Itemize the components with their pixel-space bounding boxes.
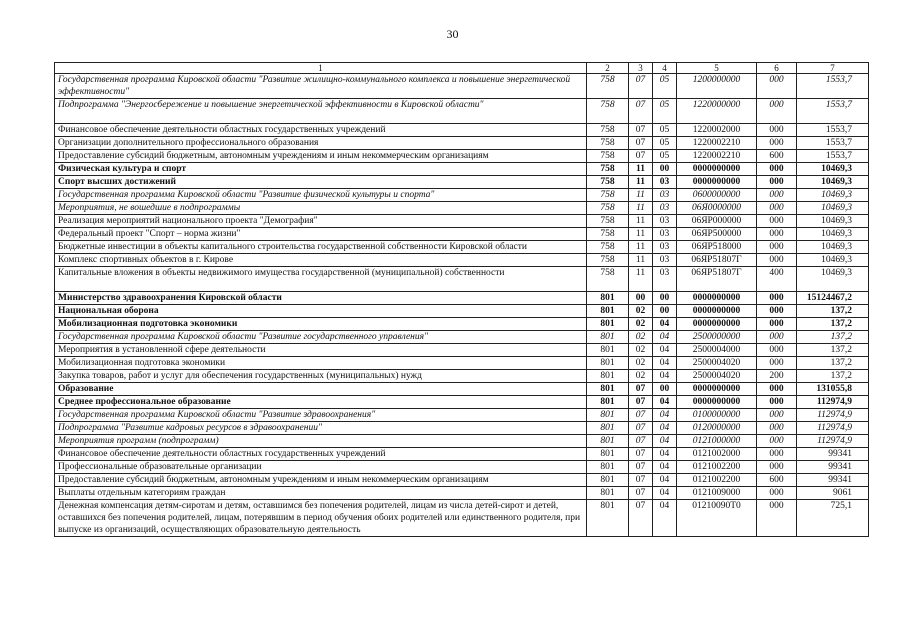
row-expense-type-cell: 000: [757, 305, 797, 318]
row-name-cell: Национальная оборона: [55, 305, 587, 318]
table-row: [55, 331, 869, 344]
row-name-cell: Государственная программа Кировской области "Развитие жилищно-коммунального комплекса и повышение энергетической эффективности": [55, 74, 587, 99]
row-target-cell: 2500004020: [677, 357, 757, 370]
row-section-cell: 07: [629, 396, 653, 409]
row-subsection-cell: 04: [653, 422, 677, 435]
table-row: [55, 474, 869, 487]
row-subsection-cell: 05: [653, 150, 677, 163]
row-subsection-cell: 03: [653, 254, 677, 267]
table-row: [55, 267, 869, 292]
row-amount-cell: 10469,3: [797, 267, 869, 292]
column-header: 7: [797, 63, 869, 74]
row-subsection-cell: 04: [653, 318, 677, 331]
row-expense-type-cell: 000: [757, 383, 797, 396]
row-target-cell: 0000000000: [677, 396, 757, 409]
row-target-cell: 0000000000: [677, 292, 757, 305]
row-section-cell: 11: [629, 163, 653, 176]
row-expense-type-cell: 000: [757, 422, 797, 435]
row-expense-type-cell: 000: [757, 241, 797, 254]
row-code-cell: 801: [587, 383, 629, 396]
row-target-cell: 1220002000: [677, 124, 757, 137]
row-section-cell: 07: [629, 99, 653, 124]
table-row: [55, 137, 869, 150]
row-section-cell: 00: [629, 292, 653, 305]
row-section-cell: 07: [629, 435, 653, 448]
table-row: [55, 370, 869, 383]
row-section-cell: 07: [629, 422, 653, 435]
row-name-cell: Организации дополнительного профессионального образования: [55, 137, 587, 150]
row-name-cell: Мобилизационная подготовка экономики: [55, 318, 587, 331]
row-target-cell: 0121002200: [677, 474, 757, 487]
row-code-cell: 758: [587, 228, 629, 241]
row-expense-type-cell: 600: [757, 474, 797, 487]
row-subsection-cell: 05: [653, 137, 677, 150]
budget-table: [54, 62, 869, 537]
row-name-cell: Капитальные вложения в объекты недвижимого имущества государственной (муниципальной) собственности: [55, 267, 587, 292]
row-amount-cell: 112974,9: [797, 396, 869, 409]
row-expense-type-cell: 000: [757, 163, 797, 176]
row-target-cell: 0000000000: [677, 305, 757, 318]
table-row: [55, 500, 869, 537]
row-subsection-cell: 03: [653, 202, 677, 215]
row-amount-cell: 10469,3: [797, 254, 869, 267]
row-amount-cell: 99341: [797, 474, 869, 487]
row-code-cell: 801: [587, 409, 629, 422]
row-subsection-cell: 03: [653, 228, 677, 241]
row-name-cell: Выплаты отдельным категориям граждан: [55, 487, 587, 500]
row-code-cell: 801: [587, 474, 629, 487]
row-target-cell: 2500004020: [677, 370, 757, 383]
row-amount-cell: 1553,7: [797, 150, 869, 163]
row-amount-cell: 1553,7: [797, 124, 869, 137]
row-code-cell: 801: [587, 344, 629, 357]
row-name-cell: Предоставление субсидий бюджетным, автономным учреждениям и иным некоммерческим организациям: [55, 474, 587, 487]
column-header: 3: [629, 63, 653, 74]
row-subsection-cell: 04: [653, 474, 677, 487]
row-name-cell: Финансовое обеспечение деятельности областных государственных учреждений: [55, 448, 587, 461]
row-code-cell: 758: [587, 189, 629, 202]
row-name-cell: Комплекс спортивных объектов в г. Кирове: [55, 254, 587, 267]
row-name-cell: Мобилизационная подготовка экономики: [55, 357, 587, 370]
row-target-cell: 06ЯР51807Г: [677, 254, 757, 267]
table-row: [55, 318, 869, 331]
row-section-cell: 07: [629, 124, 653, 137]
row-subsection-cell: 00: [653, 163, 677, 176]
row-amount-cell: 1553,7: [797, 74, 869, 99]
row-subsection-cell: 04: [653, 448, 677, 461]
table-row: [55, 215, 869, 228]
row-expense-type-cell: 000: [757, 409, 797, 422]
row-subsection-cell: 04: [653, 461, 677, 474]
row-amount-cell: 112974,9: [797, 435, 869, 448]
row-target-cell: 0120000000: [677, 422, 757, 435]
column-header: 6: [757, 63, 797, 74]
row-amount-cell: 9061: [797, 487, 869, 500]
row-target-cell: 1220002210: [677, 150, 757, 163]
row-amount-cell: 112974,9: [797, 409, 869, 422]
row-name-cell: Государственная программа Кировской области "Развитие физической культуры и спорта": [55, 189, 587, 202]
row-section-cell: 07: [629, 137, 653, 150]
row-expense-type-cell: 000: [757, 357, 797, 370]
row-expense-type-cell: 000: [757, 435, 797, 448]
row-expense-type-cell: 000: [757, 292, 797, 305]
row-section-cell: 07: [629, 500, 653, 537]
row-code-cell: 758: [587, 99, 629, 124]
row-section-cell: 02: [629, 331, 653, 344]
row-expense-type-cell: 000: [757, 331, 797, 344]
row-name-cell: Спорт высших достижений: [55, 176, 587, 189]
row-target-cell: 0000000000: [677, 176, 757, 189]
row-section-cell: 11: [629, 241, 653, 254]
row-section-cell: 11: [629, 254, 653, 267]
row-section-cell: 11: [629, 202, 653, 215]
row-name-cell: Предоставление субсидий бюджетным, автономным учреждениям и иным некоммерческим организациям: [55, 150, 587, 163]
row-name-cell: Реализация мероприятий национального проекта "Демография": [55, 215, 587, 228]
row-subsection-cell: 04: [653, 487, 677, 500]
row-section-cell: 02: [629, 370, 653, 383]
row-subsection-cell: 04: [653, 435, 677, 448]
row-expense-type-cell: 000: [757, 448, 797, 461]
row-code-cell: 801: [587, 292, 629, 305]
row-subsection-cell: 03: [653, 189, 677, 202]
row-name-cell: Государственная программа Кировской области "Развитие государственного управления": [55, 331, 587, 344]
column-header: 4: [653, 63, 677, 74]
row-section-cell: 11: [629, 267, 653, 292]
row-expense-type-cell: 000: [757, 215, 797, 228]
row-expense-type-cell: 000: [757, 74, 797, 99]
row-name-cell: Мероприятия, не вошедшие в подпрограммы: [55, 202, 587, 215]
table-row: [55, 202, 869, 215]
row-subsection-cell: 03: [653, 215, 677, 228]
row-expense-type-cell: 000: [757, 344, 797, 357]
row-section-cell: 02: [629, 305, 653, 318]
row-expense-type-cell: 000: [757, 254, 797, 267]
row-target-cell: 1220002210: [677, 137, 757, 150]
row-target-cell: 0000000000: [677, 318, 757, 331]
row-code-cell: 758: [587, 163, 629, 176]
row-expense-type-cell: 000: [757, 396, 797, 409]
row-code-cell: 758: [587, 241, 629, 254]
row-section-cell: 11: [629, 189, 653, 202]
row-subsection-cell: 00: [653, 305, 677, 318]
row-code-cell: 758: [587, 215, 629, 228]
row-expense-type-cell: 000: [757, 487, 797, 500]
row-amount-cell: 10469,3: [797, 215, 869, 228]
row-code-cell: 801: [587, 500, 629, 537]
row-expense-type-cell: 200: [757, 370, 797, 383]
row-code-cell: 801: [587, 461, 629, 474]
table-row: [55, 461, 869, 474]
row-section-cell: 07: [629, 409, 653, 422]
row-subsection-cell: 05: [653, 124, 677, 137]
table-row: [55, 448, 869, 461]
row-target-cell: 2500004000: [677, 344, 757, 357]
row-expense-type-cell: 400: [757, 267, 797, 292]
row-code-cell: 801: [587, 370, 629, 383]
row-subsection-cell: 00: [653, 383, 677, 396]
row-section-cell: 11: [629, 176, 653, 189]
row-name-cell: Физическая культура и спорт: [55, 163, 587, 176]
table-row: [55, 163, 869, 176]
row-amount-cell: 15124467,2: [797, 292, 869, 305]
row-expense-type-cell: 000: [757, 228, 797, 241]
table-row: [55, 176, 869, 189]
row-target-cell: 0121009000: [677, 487, 757, 500]
table-row: [55, 383, 869, 396]
row-subsection-cell: 04: [653, 409, 677, 422]
row-expense-type-cell: 000: [757, 318, 797, 331]
row-section-cell: 07: [629, 74, 653, 99]
row-section-cell: 11: [629, 215, 653, 228]
row-target-cell: 06ЯР500000: [677, 228, 757, 241]
row-code-cell: 801: [587, 422, 629, 435]
table-row: [55, 396, 869, 409]
row-name-cell: Государственная программа Кировской области "Развитие здравоохранения": [55, 409, 587, 422]
row-amount-cell: 137,2: [797, 318, 869, 331]
row-subsection-cell: 04: [653, 500, 677, 537]
row-amount-cell: 112974,9: [797, 422, 869, 435]
row-amount-cell: 1553,7: [797, 99, 869, 124]
row-section-cell: 02: [629, 357, 653, 370]
row-target-cell: 0100000000: [677, 409, 757, 422]
row-subsection-cell: 04: [653, 331, 677, 344]
table-row: [55, 74, 869, 99]
row-target-cell: 06Я0000000: [677, 202, 757, 215]
row-target-cell: 06ЯР000000: [677, 215, 757, 228]
row-amount-cell: 10469,3: [797, 241, 869, 254]
table-row: [55, 228, 869, 241]
table-row: [55, 254, 869, 267]
row-amount-cell: 137,2: [797, 370, 869, 383]
table-row: [55, 305, 869, 318]
row-code-cell: 801: [587, 305, 629, 318]
row-name-cell: Мероприятия программ (подпрограмм): [55, 435, 587, 448]
row-section-cell: 07: [629, 474, 653, 487]
row-expense-type-cell: 000: [757, 202, 797, 215]
row-name-cell: Финансовое обеспечение деятельности областных государственных учреждений: [55, 124, 587, 137]
row-code-cell: 801: [587, 396, 629, 409]
row-code-cell: 758: [587, 150, 629, 163]
row-target-cell: 0600000000: [677, 189, 757, 202]
row-code-cell: 801: [587, 357, 629, 370]
row-subsection-cell: 00: [653, 292, 677, 305]
row-name-cell: Федеральный проект "Спорт – норма жизни": [55, 228, 587, 241]
row-code-cell: 758: [587, 202, 629, 215]
row-section-cell: 07: [629, 461, 653, 474]
table-row: [55, 292, 869, 305]
row-name-cell: Образование: [55, 383, 587, 396]
row-subsection-cell: 04: [653, 370, 677, 383]
row-name-cell: Профессиональные образовательные организации: [55, 461, 587, 474]
row-amount-cell: 10469,3: [797, 189, 869, 202]
row-subsection-cell: 04: [653, 357, 677, 370]
row-code-cell: 801: [587, 318, 629, 331]
row-amount-cell: 10469,3: [797, 202, 869, 215]
row-section-cell: 11: [629, 228, 653, 241]
row-code-cell: 801: [587, 448, 629, 461]
row-expense-type-cell: 000: [757, 500, 797, 537]
row-subsection-cell: 04: [653, 344, 677, 357]
row-expense-type-cell: 000: [757, 461, 797, 474]
table-row: [55, 189, 869, 202]
row-target-cell: 06ЯР518000: [677, 241, 757, 254]
row-code-cell: 758: [587, 176, 629, 189]
row-expense-type-cell: 600: [757, 150, 797, 163]
row-expense-type-cell: 000: [757, 176, 797, 189]
row-code-cell: 758: [587, 137, 629, 150]
row-section-cell: 07: [629, 383, 653, 396]
row-code-cell: 801: [587, 487, 629, 500]
row-target-cell: 2500000000: [677, 331, 757, 344]
page-number: 30: [446, 27, 459, 41]
row-amount-cell: 137,2: [797, 344, 869, 357]
column-header: 5: [677, 63, 757, 74]
row-subsection-cell: 03: [653, 267, 677, 292]
column-header: 1: [55, 63, 587, 74]
row-subsection-cell: 05: [653, 99, 677, 124]
row-code-cell: 801: [587, 331, 629, 344]
row-subsection-cell: 04: [653, 396, 677, 409]
table-row: [55, 150, 869, 163]
row-code-cell: 758: [587, 74, 629, 99]
row-target-cell: 0121002200: [677, 461, 757, 474]
row-subsection-cell: 03: [653, 176, 677, 189]
table-row: [55, 357, 869, 370]
column-header: 2: [587, 63, 629, 74]
row-amount-cell: 99341: [797, 448, 869, 461]
table-row: [55, 409, 869, 422]
row-name-cell: Бюджетные инвестиции в объекты капитального строительства государственной собственности Кировской области: [55, 241, 587, 254]
row-expense-type-cell: 000: [757, 189, 797, 202]
row-name-cell: Мероприятия в установленной сфере деятельности: [55, 344, 587, 357]
table-row: [55, 241, 869, 254]
row-code-cell: 801: [587, 435, 629, 448]
row-section-cell: 02: [629, 318, 653, 331]
row-target-cell: 1220000000: [677, 99, 757, 124]
row-amount-cell: 725,1: [797, 500, 869, 537]
row-target-cell: 0121000000: [677, 435, 757, 448]
row-target-cell: 0121002000: [677, 448, 757, 461]
row-code-cell: 758: [587, 124, 629, 137]
row-amount-cell: 10469,3: [797, 228, 869, 241]
row-name-cell: Подпрограмма "Развитие кадровых ресурсов в здравоохранении": [55, 422, 587, 435]
row-amount-cell: 1553,7: [797, 137, 869, 150]
row-expense-type-cell: 000: [757, 124, 797, 137]
row-subsection-cell: 05: [653, 74, 677, 99]
row-name-cell: Закупка товаров, работ и услуг для обеспечения государственных (муниципальных) нужд: [55, 370, 587, 383]
row-amount-cell: 137,2: [797, 305, 869, 318]
row-amount-cell: 131055,8: [797, 383, 869, 396]
row-amount-cell: 10469,3: [797, 163, 869, 176]
row-name-cell: Министерство здравоохранения Кировской области: [55, 292, 587, 305]
row-amount-cell: 10469,3: [797, 176, 869, 189]
row-target-cell: 0000000000: [677, 163, 757, 176]
row-expense-type-cell: 000: [757, 99, 797, 124]
row-expense-type-cell: 000: [757, 137, 797, 150]
table-row: [55, 124, 869, 137]
row-target-cell: 0000000000: [677, 383, 757, 396]
row-target-cell: 01210090Т0: [677, 500, 757, 537]
row-code-cell: 758: [587, 267, 629, 292]
row-target-cell: 06ЯР51807Г: [677, 267, 757, 292]
row-amount-cell: 99341: [797, 461, 869, 474]
row-target-cell: 1200000000: [677, 74, 757, 99]
row-section-cell: 07: [629, 487, 653, 500]
row-amount-cell: 137,2: [797, 357, 869, 370]
header-row: [55, 63, 869, 74]
row-name-cell: Среднее профессиональное образование: [55, 396, 587, 409]
row-section-cell: 07: [629, 448, 653, 461]
row-name-cell: Денежная компенсация детям-сиротам и детям, оставшимся без попечения родителей, лицам из числа детей-сирот и детей, оставшихся без попечения родителей, лицам, потерявшим в период обучения обоих родителей или единственного родителя, при выпуске из организаций, осуществляющих образовательную деятельность: [55, 500, 587, 537]
row-amount-cell: 137,2: [797, 331, 869, 344]
table-row: [55, 99, 869, 124]
table-row: [55, 344, 869, 357]
row-subsection-cell: 03: [653, 241, 677, 254]
row-code-cell: 758: [587, 254, 629, 267]
table-row: [55, 435, 869, 448]
table-row: [55, 422, 869, 435]
row-section-cell: 07: [629, 150, 653, 163]
row-section-cell: 02: [629, 344, 653, 357]
table-row: [55, 487, 869, 500]
row-name-cell: Подпрограмма "Энергосбережение и повышение энергетической эффективности в Кировской области": [55, 99, 587, 124]
